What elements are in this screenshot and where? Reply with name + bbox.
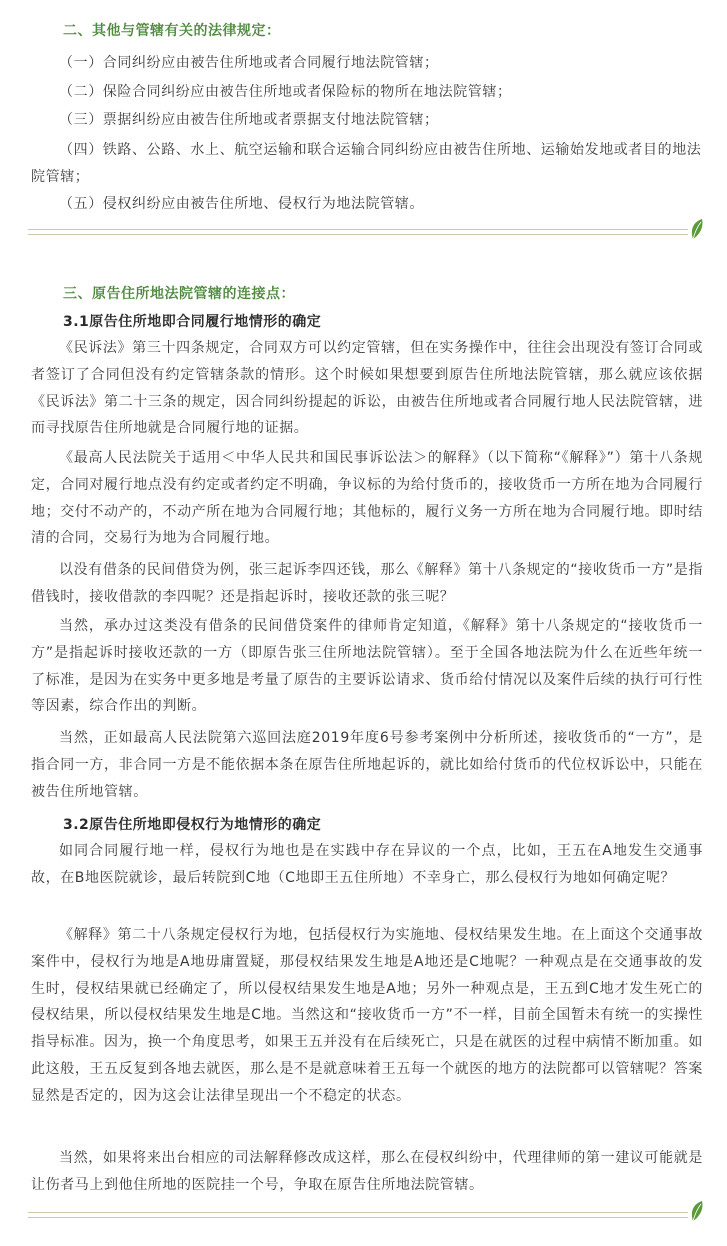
- leaf-icon: [689, 218, 705, 240]
- paragraph: 当然，承办过这类没有借条的民间借贷案件的律师肯定知道，《解释》第十八条规定的“接收货币一方”是指起诉时接收还款的一方（即原告张三住所地法院管辖）。至于全国各地法院为什么在近些年统一了标准，是因为在实务中更多地是考量了原告的主要诉讼请求、货币给付情况以及案件后续的执行可行性等因素，综合作出的判断。: [31, 618, 703, 715]
- section3-heading: 三、原告住所地法院管辖的连接点：: [63, 286, 295, 302]
- paragraph: 当然，如果将来出台相应的司法解释修改成这样，那么在侵权纠纷中，代理律师的第一建议可能就是让伤者马上到他住所地的医院挂一个号，争取在原告住所地法院管辖。: [31, 1150, 703, 1193]
- paragraph: 《解释》第二十八条规定侵权行为地，包括侵权行为实施地、侵权结果发生地。在上面这个交通事故案件中，侵权行为地是A地毋庸置疑，那侵权结果发生地是A地还是C地呢？一种观点是在交通事故的发生时，侵权结果就已经确定了，所以侵权结果发生地是A地；另外一种观点是，王五到C地才发生死亡的侵权结果，所以侵权结果发生地是C地。当然这和“接收货币一方”不一样，目前全国暂未有统一的实操性指导标准。因为，换一个角度思考，如果王五并没有在后续死亡，只是在就医的过程中病情不断加重。如此这般，王五反复到各地去就医，那么是不是就意味着王五每一个就医的地方的法院都可以管辖呢？答案显然是否定的，因为这会让法律呈现出一个不稳定的状态。: [31, 927, 703, 1104]
- paragraph: 如同合同履行地一样，侵权行为地也是在实践中存在异议的一个点，比如，王五在A地发生交通事故，在B地医院就诊，最后转院到C地（C地即王五住所地）不幸身亡，那么侵权行为地如何确定呢？: [31, 843, 703, 886]
- subsection-heading-3-2: 3.2原告住所地即侵权行为地情形的确定: [63, 817, 322, 833]
- list-item: （三）票据纠纷应由被告住所地或者票据支付地法院管辖；: [59, 112, 439, 128]
- paragraph: 《最高人民法院关于适用＜中华人民共和国民事诉讼法＞的解释》（以下简称“《解释》”）第十八条规定，合同对履行地点没有约定或者约定不明确，争议标的为给付货币的，接收货币一方所在地为合同履行地；交付不动产的，不动产所在地为合同履行地；其他标的，履行义务一方所在地为合同履行地。即时结清的合同，交易行为地为合同履行地。: [31, 450, 703, 547]
- subsection-heading-3-1: 3.1原告住所地即合同履行地情形的确定: [63, 314, 322, 330]
- leaf-icon: [689, 1200, 705, 1222]
- list-item: （一）合同纠纷应由被告住所地或者合同履行地法院管辖；: [59, 55, 439, 71]
- paragraph: 《民诉法》第三十四条规定，合同双方可以约定管辖，但在实务操作中，往往会出现没有签订合同或者签订了合同但没有约定管辖条款的情形。这个时候如果想要到原告住所地法院管辖，那么就应该依据《民诉法》第二十三条的规定，因合同纠纷提起的诉讼，由被告住所地或者合同履行地人民法院管辖，进而寻找原告住所地就是合同履行地的证据。: [31, 340, 703, 437]
- list-item: （二）保险合同纠纷应由被告住所地或者保险标的物所在地法院管辖；: [59, 84, 512, 100]
- section2-heading: 二、其他与管辖有关的法律规定：: [63, 23, 281, 39]
- paragraph: 当然，正如最高人民法院第六巡回法庭2019年度6号参考案例中分析所述，接收货币的“一方”，是指合同一方，非合同一方是不能依据本条在原告住所地起诉的，就比如给付货币的代位权诉讼中，只能在被告住所地管辖。: [31, 730, 703, 800]
- paragraph: 以没有借条的民间借贷为例，张三起诉李四还钱，那么《解释》第十八条规定的“接收货币一方”是指借钱时，接收借款的李四呢？还是指起诉时，接收还款的张三呢？: [31, 562, 703, 605]
- list-item: （四）铁路、公路、水上、航空运输和联合运输合同纠纷应由被告住所地、运输始发地或者目的地法院管辖；: [31, 142, 702, 185]
- list-item: （五）侵权纠纷应由被告住所地、侵权行为地法院管辖。: [59, 196, 424, 212]
